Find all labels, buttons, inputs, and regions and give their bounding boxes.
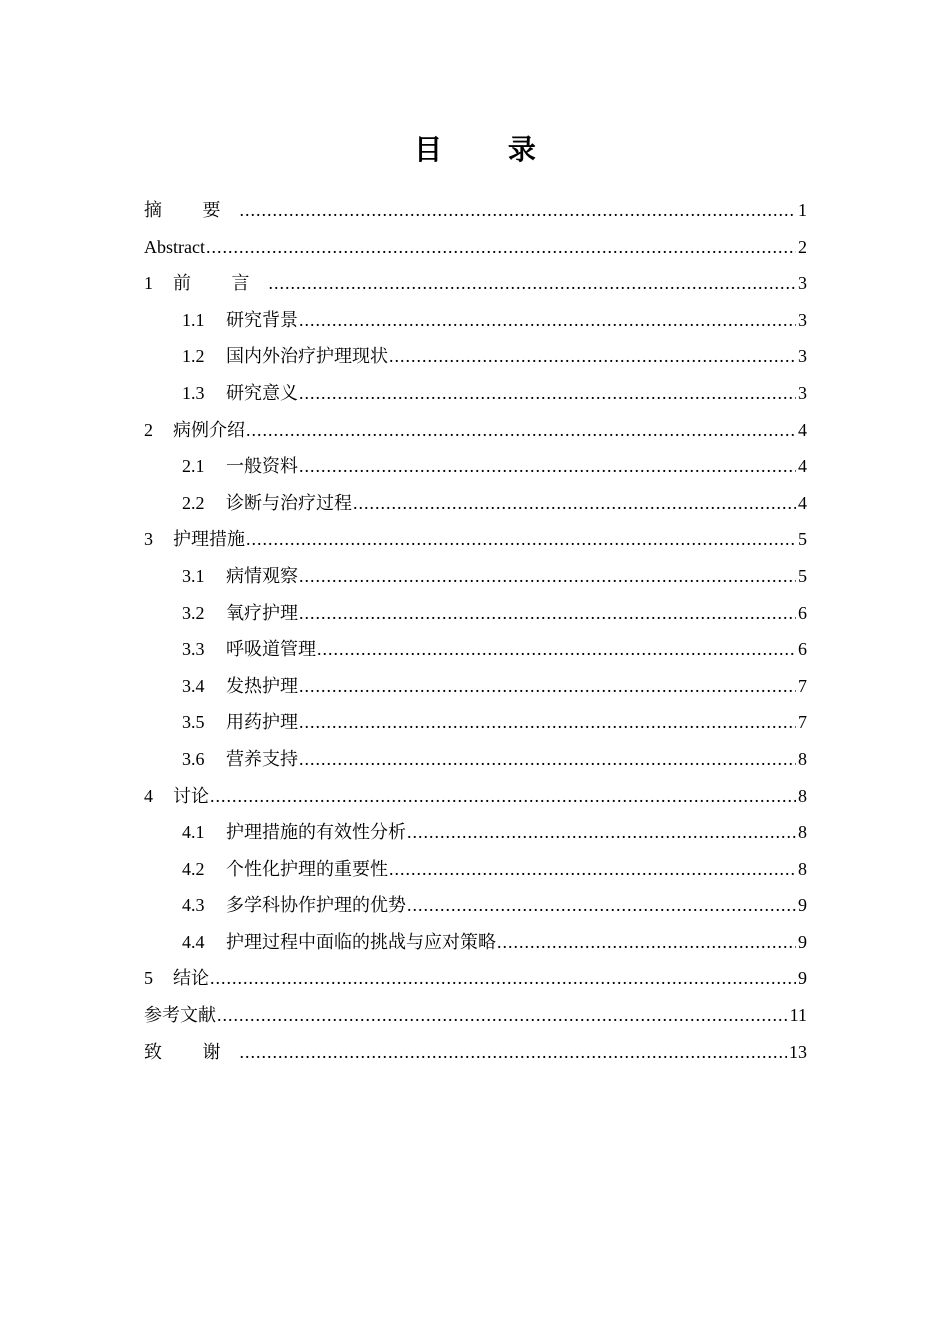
toc-leader — [299, 668, 796, 705]
toc-entry-label: 参考文献 — [144, 1005, 216, 1026]
toc-leader — [299, 595, 796, 632]
toc-entry-number: 3.4 — [182, 675, 205, 696]
toc-entry-1-3[interactable] — [144, 375, 807, 412]
toc-leader — [353, 485, 796, 522]
toc-entry-references[interactable] — [144, 997, 807, 1034]
toc-leader — [299, 375, 796, 412]
toc-entry-label: 营养支持 — [226, 748, 298, 769]
toc-leader — [407, 887, 796, 924]
toc-entry-2-2[interactable] — [144, 485, 807, 522]
toc-entry-number: 3.1 — [182, 565, 205, 586]
toc-entry-label: 诊断与治疗过程 — [226, 492, 352, 513]
toc-entry-page: 5 — [798, 529, 807, 550]
toc-leader — [210, 778, 796, 815]
toc-entry-1-2[interactable] — [144, 338, 807, 375]
toc-leader — [497, 924, 796, 961]
toc-leader — [246, 521, 796, 558]
table-of-contents — [144, 192, 807, 1070]
toc-entry-4-1[interactable] — [144, 814, 807, 851]
toc-entry-label: Abstract — [144, 236, 205, 257]
toc-entry-2-1[interactable] — [144, 448, 807, 485]
toc-leader — [206, 229, 796, 266]
toc-entry-number: 2 — [144, 419, 153, 440]
toc-entry-page: 3 — [798, 309, 807, 330]
toc-entry-label: 病情观察 — [226, 565, 298, 586]
toc-entry-3-4[interactable] — [144, 668, 807, 705]
toc-entry-page: 6 — [798, 602, 807, 623]
page-title: 目 录 — [414, 133, 564, 166]
toc-entry-number: 4 — [144, 785, 153, 806]
toc-entry-number: 3.2 — [182, 602, 205, 623]
toc-entry-1-1[interactable] — [144, 302, 807, 339]
toc-leader — [246, 412, 796, 449]
toc-entry-label: 用药护理 — [226, 712, 298, 733]
toc-entry-page: 11 — [789, 1005, 807, 1026]
toc-leader — [317, 631, 796, 668]
toc-entry-3-5[interactable] — [144, 704, 807, 741]
toc-entry-label: 氧疗护理 — [226, 602, 298, 623]
toc-entry-label: 病例介绍 — [173, 419, 245, 440]
toc-entry-page: 6 — [798, 639, 807, 660]
toc-entry-number: 3.6 — [182, 748, 205, 769]
toc-entry-number: 4.1 — [182, 822, 205, 843]
toc-entry-number: 1 — [144, 273, 153, 294]
toc-entry-4[interactable] — [144, 778, 807, 815]
toc-entry-label: 讨论 — [173, 785, 209, 806]
toc-entry-3-3[interactable] — [144, 631, 807, 668]
toc-entry-number: 3.3 — [182, 639, 205, 660]
toc-entry-abstract-cn[interactable] — [144, 192, 807, 229]
toc-entry-acknowledgements[interactable] — [144, 1034, 807, 1071]
toc-leader — [299, 448, 796, 485]
toc-entry-page: 4 — [798, 456, 807, 477]
toc-entry-3-2[interactable] — [144, 595, 807, 632]
toc-entry-number: 1.1 — [182, 309, 205, 330]
toc-entry-page: 7 — [798, 712, 807, 733]
toc-entry-number: 1.3 — [182, 382, 205, 403]
toc-entry-label: 结论 — [173, 968, 209, 989]
toc-entry-4-4[interactable] — [144, 924, 807, 961]
toc-entry-4-3[interactable] — [144, 887, 807, 924]
toc-entry-page: 4 — [798, 419, 807, 440]
toc-entry-3-1[interactable] — [144, 558, 807, 595]
toc-entry-5[interactable] — [144, 960, 807, 997]
toc-entry-page: 1 — [798, 200, 807, 220]
toc-entry-page: 9 — [798, 931, 807, 952]
toc-leader — [269, 265, 797, 302]
toc-entry-number: 4.3 — [182, 895, 205, 916]
toc-entry-number: 2.2 — [182, 492, 205, 513]
toc-leader — [240, 192, 797, 229]
toc-entry-label: 发热护理 — [226, 675, 298, 696]
toc-entry-abstract-en[interactable] — [144, 229, 807, 266]
toc-entry-label: 护理过程中面临的挑战与应对策略 — [226, 931, 496, 952]
toc-entry-4-2[interactable] — [144, 851, 807, 888]
toc-entry-page: 8 — [798, 785, 807, 806]
toc-entry-label: 呼吸道管理 — [226, 639, 316, 660]
toc-entry-number: 4.2 — [182, 858, 205, 879]
toc-leader — [299, 704, 796, 741]
toc-entry-label: 研究意义 — [226, 382, 298, 403]
toc-entry-page: 8 — [798, 858, 807, 879]
toc-leader — [407, 814, 796, 851]
toc-entry-page: 5 — [798, 565, 807, 586]
toc-entry-page: 8 — [798, 822, 807, 843]
toc-entry-number: 1.2 — [182, 346, 205, 367]
toc-leader — [389, 338, 796, 375]
toc-entry-page: 4 — [798, 492, 807, 513]
toc-entry-label: 护理措施 — [173, 529, 245, 550]
toc-entry-3-6[interactable] — [144, 741, 807, 778]
toc-entry-label: 致 谢 — [144, 1041, 239, 1062]
toc-entry-label: 研究背景 — [226, 309, 298, 330]
toc-entry-number: 5 — [144, 968, 153, 989]
toc-entry-label: 国内外治疗护理现状 — [226, 346, 388, 367]
toc-entry-page: 7 — [798, 675, 807, 696]
toc-leader — [389, 851, 796, 888]
toc-entry-label: 前 言 — [173, 273, 268, 294]
toc-entry-1[interactable] — [144, 265, 807, 302]
toc-entry-page: 9 — [798, 968, 807, 989]
toc-entry-number: 4.4 — [182, 931, 205, 952]
toc-entry-page: 3 — [798, 382, 807, 403]
toc-entry-page: 8 — [798, 748, 807, 769]
toc-entry-2[interactable] — [144, 412, 807, 449]
toc-entry-page: 9 — [798, 895, 807, 916]
toc-entry-label: 摘 要 — [144, 200, 239, 220]
toc-entry-number: 3 — [144, 529, 153, 550]
toc-entry-number: 3.5 — [182, 712, 205, 733]
toc-entry-number: 2.1 — [182, 456, 205, 477]
toc-leader — [299, 302, 796, 339]
toc-entry-page: 13 — [789, 1041, 807, 1062]
toc-entry-label: 一般资料 — [226, 456, 298, 477]
toc-entry-page: 2 — [798, 236, 807, 257]
toc-leader — [210, 960, 796, 997]
toc-leader — [299, 741, 796, 778]
toc-entry-label: 个性化护理的重要性 — [226, 858, 388, 879]
toc-entry-label: 护理措施的有效性分析 — [226, 822, 406, 843]
toc-leader — [299, 558, 796, 595]
toc-entry-label: 多学科协作护理的优势 — [226, 895, 406, 916]
toc-entry-page: 3 — [798, 346, 807, 367]
toc-entry-page: 3 — [798, 273, 807, 294]
toc-leader — [240, 1034, 788, 1071]
toc-entry-3[interactable] — [144, 521, 807, 558]
toc-leader — [217, 997, 788, 1034]
